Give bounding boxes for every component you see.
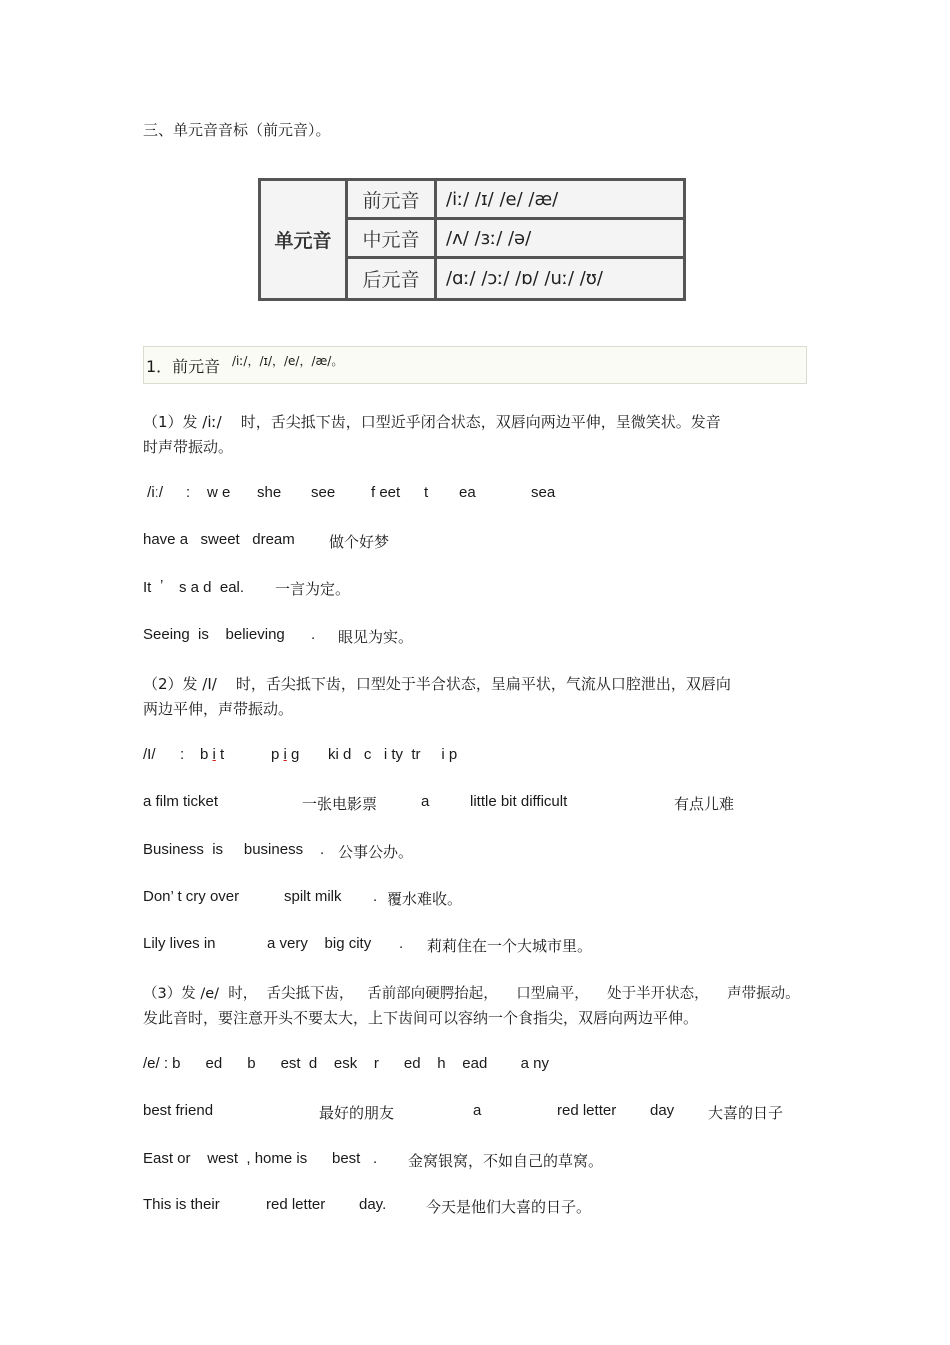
- example-1-colon: :: [186, 484, 191, 501]
- phrase-1-en: have a sweet dream: [143, 531, 295, 548]
- paragraph-1-line-2: 时声带振动。: [143, 438, 234, 456]
- example-3: /e/ : b ed b est d esk r ed h ead a ny: [143, 1055, 550, 1072]
- example-2-colon: :: [180, 746, 185, 763]
- phrase-2-en-1: a film ticket: [143, 793, 219, 810]
- front-vowel-banner: [143, 346, 807, 384]
- sentence-7-en-3: day.: [359, 1196, 387, 1213]
- banner-symbols: /iː/，/ɪ/，/e/，/æ/。: [232, 354, 344, 368]
- example-word: she: [257, 484, 282, 501]
- sentence-6-dot: .: [373, 1150, 378, 1167]
- sentence-1-zh: 一言为定。: [275, 580, 351, 598]
- sentence-3-dot: .: [320, 841, 325, 858]
- table-category: 后元音: [348, 259, 437, 298]
- sentence-6-en-2: best: [332, 1150, 361, 1167]
- sentence-2-en: Seeing is believing: [143, 626, 285, 643]
- phrase-3-zh-1: 最好的朋友: [319, 1104, 395, 1122]
- example-word: ea: [459, 484, 476, 501]
- sentence-2-zh: 眼见为实。: [338, 628, 414, 646]
- table-symbols: /ʌ/ /ɜː/ /ə/: [446, 227, 532, 249]
- sentence-1-b: ’: [160, 577, 164, 594]
- example-word: w e: [207, 484, 231, 501]
- table-category: 前元音: [348, 181, 437, 217]
- paragraph-2-line-2: 两边平伸，声带振动。: [143, 700, 294, 718]
- sentence-7-en-2: red letter: [266, 1196, 326, 1213]
- example-word: f eet: [371, 484, 401, 501]
- example-word: sea: [531, 484, 556, 501]
- table-row-central: [348, 220, 683, 259]
- sentence-7-en: This is their: [143, 1196, 220, 1213]
- phrase-3-a: a: [473, 1102, 482, 1119]
- sentence-5-en-2: a very big city: [267, 935, 372, 952]
- table-row-front: [348, 181, 683, 220]
- phrase-3-en-3: day: [650, 1102, 675, 1119]
- section-title: 三、单元音音标（前元音）。: [143, 121, 331, 139]
- sentence-1-c: s a d eal.: [179, 579, 245, 596]
- table-symbols: /ɑː/ /ɔː/ /ɒ/ /uː/ /ʊ/: [446, 268, 603, 289]
- sentence-5-dot: .: [399, 935, 404, 952]
- sentence-2-dot: .: [311, 626, 316, 643]
- sentence-1-a: It: [143, 579, 152, 596]
- sentence-4-zh: 覆水难收。: [387, 890, 463, 908]
- phrase-2-zh-1: 一张电影票: [302, 795, 378, 813]
- example-word-pig: p i g: [271, 746, 300, 763]
- phrase-3-en-2: red letter: [557, 1102, 617, 1119]
- example-2-label: /I/: [143, 746, 156, 763]
- sentence-3-zh: 公事公办。: [338, 843, 414, 861]
- sentence-4-en-2: spilt milk: [284, 888, 342, 905]
- example-word: t: [424, 484, 429, 501]
- phrase-2-en-2: little bit difficult: [470, 793, 568, 810]
- sentence-5-en: Lily lives in: [143, 935, 216, 952]
- table-row-back: [348, 259, 683, 298]
- example-word-bit: b i t: [200, 746, 225, 763]
- phrase-3-en-1: best friend: [143, 1102, 214, 1119]
- phrase-3-zh-2: 大喜的日子: [708, 1104, 784, 1122]
- paragraph-3-line-2: 发此音时，要注意开头不要太大，上下齿间可以容纳一个食指尖，双唇向两边平伸。: [143, 1009, 699, 1027]
- sentence-3-en: Business is business: [143, 841, 304, 858]
- paragraph-3-line-1: （3）发 /e/ 时， 舌尖抵下齿， 舌前部向硬腭抬起， 口型扁平， 处于半开状态， 声带振动。: [143, 986, 800, 1002]
- vowel-table: [258, 178, 686, 301]
- sentence-4-en: Don’ t cry over: [143, 888, 240, 905]
- table-category: 中元音: [348, 220, 437, 256]
- sentence-6-en: East or west , home is: [143, 1150, 308, 1167]
- sentence-6-zh: 金窝银窝，不如自己的草窝。: [408, 1152, 604, 1170]
- phrase-2-zh-2: 有点儿难: [674, 795, 735, 813]
- sentence-5-zh: 莉莉住在一个大城市里。: [427, 937, 593, 955]
- sentence-4-dot: .: [373, 888, 378, 905]
- example-2-rest: ki d c i ty tr i p: [328, 746, 458, 763]
- phrase-2-a: a: [421, 793, 430, 810]
- phrase-1-zh: 做个好梦: [329, 533, 390, 551]
- example-1-label: /iː/: [143, 484, 164, 501]
- sentence-7-zh: 今天是他们大喜的日子。: [426, 1198, 592, 1216]
- table-symbols: /iː/ /ɪ/ /e/ /æ/: [446, 188, 559, 210]
- paragraph-1-line-1: （1）发 /iː/ 时，舌尖抵下齿，口型近乎闭合状态，双唇向两边平伸，呈微笑状。发音: [143, 413, 721, 431]
- banner-label: 1．前元音: [146, 357, 221, 376]
- paragraph-2-line-1: （2）发 /I/ 时，舌尖抵下齿，口型处于半合状态，呈扁平状，气流从口腔泄出，双唇向: [143, 675, 731, 693]
- table-left-label: 单元音: [261, 181, 348, 298]
- example-word: see: [311, 484, 336, 501]
